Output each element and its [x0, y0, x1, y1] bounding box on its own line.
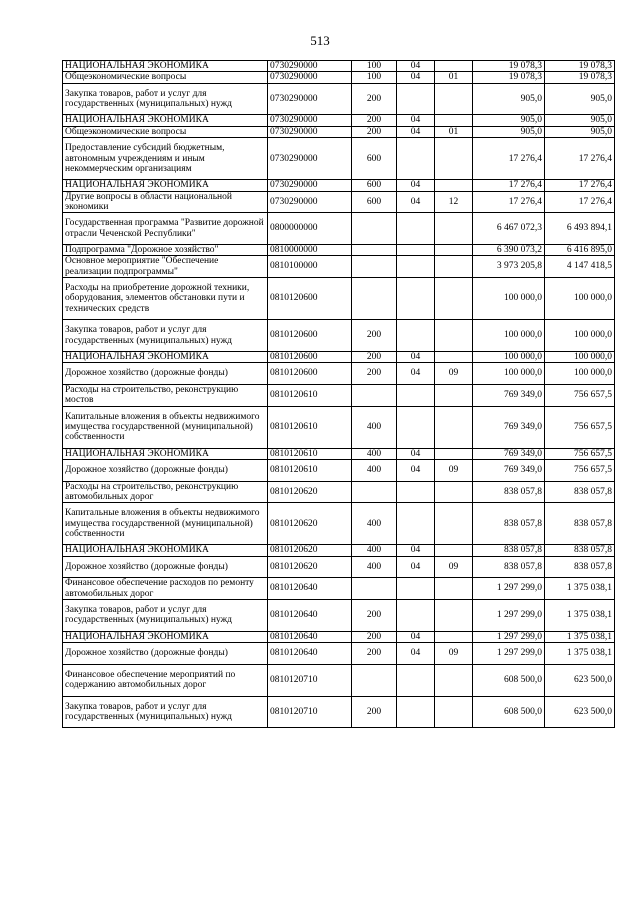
row-amount-year1: 6 467 072,3 — [473, 213, 545, 245]
row-amount-year1: 100 000,0 — [473, 320, 545, 352]
row-section: 04 — [397, 363, 435, 385]
row-expense-type: 400 — [352, 406, 397, 448]
row-subsection — [435, 138, 473, 180]
table-row — [63, 72, 615, 83]
row-target-code: 0810120710 — [268, 696, 352, 728]
row-amount-year1: 17 276,4 — [473, 180, 545, 191]
row-name: Основное мероприятие "Обеспечение реализации подпрограммы" — [63, 256, 268, 278]
row-name: Дорожное хозяйство (дорожные фонды) — [63, 459, 268, 481]
row-name: Дорожное хозяйство (дорожные фонды) — [63, 556, 268, 578]
row-target-code: 0810000000 — [268, 245, 352, 256]
row-section: 04 — [397, 352, 435, 363]
table-row — [63, 245, 615, 256]
table-row — [63, 83, 615, 115]
row-amount-year1: 1 297 299,0 — [473, 599, 545, 631]
row-amount-year2: 1 375 038,1 — [545, 631, 615, 642]
row-subsection — [435, 481, 473, 503]
row-amount-year2: 100 000,0 — [545, 320, 615, 352]
row-subsection — [435, 61, 473, 72]
row-target-code: 0730290000 — [268, 138, 352, 180]
row-subsection — [435, 631, 473, 642]
row-name: Капитальные вложения в объекты недвижимого имущества государственной (муниципальной) собственности — [63, 406, 268, 448]
row-amount-year1: 19 078,3 — [473, 61, 545, 72]
row-amount-year2: 100 000,0 — [545, 277, 615, 319]
row-expense-type — [352, 256, 397, 278]
row-expense-type: 200 — [352, 83, 397, 115]
row-target-code: 0810100000 — [268, 256, 352, 278]
row-target-code: 0730290000 — [268, 83, 352, 115]
table-row — [63, 545, 615, 556]
row-target-code: 0810120610 — [268, 459, 352, 481]
row-expense-type: 200 — [352, 643, 397, 665]
row-amount-year1: 100 000,0 — [473, 363, 545, 385]
row-subsection — [435, 180, 473, 191]
row-expense-type: 400 — [352, 556, 397, 578]
row-section — [397, 256, 435, 278]
row-amount-year1: 838 057,8 — [473, 481, 545, 503]
row-expense-type — [352, 664, 397, 696]
row-amount-year2: 756 657,5 — [545, 384, 615, 406]
row-amount-year1: 608 500,0 — [473, 664, 545, 696]
row-amount-year1: 1 297 299,0 — [473, 643, 545, 665]
table-row — [63, 578, 615, 600]
row-expense-type: 200 — [352, 631, 397, 642]
row-expense-type: 200 — [352, 696, 397, 728]
row-amount-year2: 1 375 038,1 — [545, 643, 615, 665]
row-subsection — [435, 406, 473, 448]
row-name: Подпрограмма "Дорожное хозяйство" — [63, 245, 268, 256]
row-expense-type: 400 — [352, 503, 397, 545]
row-name: Общеэкономические вопросы — [63, 72, 268, 83]
row-target-code: 0810120600 — [268, 277, 352, 319]
row-expense-type: 400 — [352, 448, 397, 459]
row-subsection — [435, 384, 473, 406]
row-expense-type — [352, 213, 397, 245]
row-amount-year2: 17 276,4 — [545, 180, 615, 191]
row-amount-year1: 3 973 205,8 — [473, 256, 545, 278]
row-expense-type: 600 — [352, 138, 397, 180]
row-section — [397, 406, 435, 448]
table-row — [63, 599, 615, 631]
row-target-code: 0810120620 — [268, 503, 352, 545]
row-subsection — [435, 256, 473, 278]
row-amount-year2: 19 078,3 — [545, 61, 615, 72]
row-section: 04 — [397, 448, 435, 459]
row-section — [397, 213, 435, 245]
row-subsection — [435, 696, 473, 728]
table-row — [63, 363, 615, 385]
row-subsection — [435, 503, 473, 545]
row-amount-year1: 905,0 — [473, 126, 545, 137]
table-row — [63, 631, 615, 642]
row-target-code: 0810120600 — [268, 352, 352, 363]
row-name: НАЦИОНАЛЬНАЯ ЭКОНОМИКА — [63, 61, 268, 72]
table-row — [63, 556, 615, 578]
row-amount-year2: 17 276,4 — [545, 138, 615, 180]
row-name: Закупка товаров, работ и услуг для государственных (муниципальных) нужд — [63, 83, 268, 115]
row-amount-year2: 17 276,4 — [545, 191, 615, 213]
row-subsection: 09 — [435, 459, 473, 481]
row-section: 04 — [397, 643, 435, 665]
row-target-code: 0810120640 — [268, 578, 352, 600]
row-subsection — [435, 277, 473, 319]
row-subsection — [435, 115, 473, 126]
row-target-code: 0730290000 — [268, 115, 352, 126]
row-expense-type: 200 — [352, 115, 397, 126]
row-section — [397, 138, 435, 180]
row-expense-type — [352, 384, 397, 406]
row-subsection — [435, 599, 473, 631]
table-row — [63, 138, 615, 180]
row-amount-year1: 1 297 299,0 — [473, 578, 545, 600]
row-amount-year1: 838 057,8 — [473, 545, 545, 556]
table-row — [63, 384, 615, 406]
row-section: 04 — [397, 61, 435, 72]
row-amount-year1: 905,0 — [473, 83, 545, 115]
row-subsection — [435, 320, 473, 352]
row-amount-year2: 838 057,8 — [545, 503, 615, 545]
row-expense-type: 200 — [352, 363, 397, 385]
table-row — [63, 256, 615, 278]
row-amount-year1: 17 276,4 — [473, 191, 545, 213]
page-number: 513 — [310, 33, 330, 48]
row-name: Дорожное хозяйство (дорожные фонды) — [63, 363, 268, 385]
row-section: 04 — [397, 126, 435, 137]
row-amount-year2: 6 416 895,0 — [545, 245, 615, 256]
row-section: 04 — [397, 191, 435, 213]
row-subsection — [435, 352, 473, 363]
row-amount-year2: 838 057,8 — [545, 545, 615, 556]
table-row — [63, 180, 615, 191]
row-subsection — [435, 213, 473, 245]
row-subsection — [435, 83, 473, 115]
row-section — [397, 245, 435, 256]
row-section — [397, 320, 435, 352]
row-expense-type: 400 — [352, 459, 397, 481]
table-row — [63, 696, 615, 728]
row-name: Общеэкономические вопросы — [63, 126, 268, 137]
row-target-code: 0810120600 — [268, 320, 352, 352]
table-row — [63, 320, 615, 352]
table-row — [63, 115, 615, 126]
row-section — [397, 578, 435, 600]
row-amount-year1: 19 078,3 — [473, 72, 545, 83]
row-subsection — [435, 578, 473, 600]
table-row — [63, 126, 615, 137]
row-amount-year1: 17 276,4 — [473, 138, 545, 180]
row-target-code: 0730290000 — [268, 61, 352, 72]
row-expense-type: 100 — [352, 72, 397, 83]
table-row — [63, 61, 615, 72]
row-amount-year1: 6 390 073,2 — [473, 245, 545, 256]
table-row — [63, 213, 615, 245]
row-name: НАЦИОНАЛЬНАЯ ЭКОНОМИКА — [63, 448, 268, 459]
row-amount-year1: 838 057,8 — [473, 556, 545, 578]
row-amount-year1: 905,0 — [473, 115, 545, 126]
row-name: НАЦИОНАЛЬНАЯ ЭКОНОМИКА — [63, 631, 268, 642]
row-subsection — [435, 448, 473, 459]
row-section — [397, 599, 435, 631]
row-name: НАЦИОНАЛЬНАЯ ЭКОНОМИКА — [63, 545, 268, 556]
row-amount-year2: 1 375 038,1 — [545, 578, 615, 600]
row-amount-year2: 19 078,3 — [545, 72, 615, 83]
row-amount-year2: 756 657,5 — [545, 459, 615, 481]
row-amount-year2: 838 057,8 — [545, 556, 615, 578]
row-section: 04 — [397, 556, 435, 578]
row-amount-year1: 100 000,0 — [473, 352, 545, 363]
row-target-code: 0800000000 — [268, 213, 352, 245]
row-target-code: 0810120640 — [268, 631, 352, 642]
table-row — [63, 503, 615, 545]
row-amount-year1: 1 297 299,0 — [473, 631, 545, 642]
row-name: Расходы на приобретение дорожной техники, оборудования, элементов обстановки пути и технических средств — [63, 277, 268, 319]
row-section — [397, 664, 435, 696]
row-section: 04 — [397, 180, 435, 191]
row-amount-year2: 905,0 — [545, 115, 615, 126]
table-row — [63, 481, 615, 503]
row-name: НАЦИОНАЛЬНАЯ ЭКОНОМИКА — [63, 180, 268, 191]
row-amount-year2: 756 657,5 — [545, 406, 615, 448]
row-amount-year2: 838 057,8 — [545, 481, 615, 503]
row-subsection — [435, 545, 473, 556]
row-amount-year2: 4 147 418,5 — [545, 256, 615, 278]
row-section — [397, 503, 435, 545]
row-amount-year1: 769 349,0 — [473, 406, 545, 448]
row-amount-year2: 905,0 — [545, 83, 615, 115]
row-expense-type: 200 — [352, 352, 397, 363]
row-name: Капитальные вложения в объекты недвижимого имущества государственной (муниципальной) собственности — [63, 503, 268, 545]
row-target-code: 0810120600 — [268, 363, 352, 385]
row-target-code: 0810120620 — [268, 545, 352, 556]
row-name: НАЦИОНАЛЬНАЯ ЭКОНОМИКА — [63, 115, 268, 126]
row-subsection: 12 — [435, 191, 473, 213]
row-expense-type — [352, 245, 397, 256]
row-expense-type: 200 — [352, 320, 397, 352]
budget-table — [62, 60, 615, 728]
row-target-code: 0810120610 — [268, 448, 352, 459]
row-section: 04 — [397, 115, 435, 126]
row-amount-year1: 769 349,0 — [473, 448, 545, 459]
row-target-code: 0810120610 — [268, 406, 352, 448]
row-target-code: 0810120610 — [268, 384, 352, 406]
row-name: НАЦИОНАЛЬНАЯ ЭКОНОМИКА — [63, 352, 268, 363]
row-subsection: 09 — [435, 556, 473, 578]
row-expense-type — [352, 277, 397, 319]
row-amount-year1: 608 500,0 — [473, 696, 545, 728]
row-amount-year2: 623 500,0 — [545, 664, 615, 696]
row-subsection — [435, 664, 473, 696]
row-name: Закупка товаров, работ и услуг для государственных (муниципальных) нужд — [63, 320, 268, 352]
row-section: 04 — [397, 459, 435, 481]
row-amount-year2: 100 000,0 — [545, 363, 615, 385]
row-expense-type — [352, 578, 397, 600]
row-amount-year2: 905,0 — [545, 126, 615, 137]
row-name: Государственная программа "Развитие дорожной отрасли Чеченской Республики" — [63, 213, 268, 245]
row-amount-year1: 838 057,8 — [473, 503, 545, 545]
row-name: Предоставление субсидий бюджетным, автономным учреждениям и иным некоммерческим организациям — [63, 138, 268, 180]
table-body — [63, 61, 615, 728]
row-target-code: 0730290000 — [268, 72, 352, 83]
row-name: Расходы на строительство, реконструкцию автомобильных дорог — [63, 481, 268, 503]
row-expense-type: 400 — [352, 545, 397, 556]
row-subsection: 01 — [435, 72, 473, 83]
row-expense-type — [352, 481, 397, 503]
row-target-code: 0810120710 — [268, 664, 352, 696]
row-name: Закупка товаров, работ и услуг для государственных (муниципальных) нужд — [63, 696, 268, 728]
row-amount-year1: 769 349,0 — [473, 384, 545, 406]
row-name: Финансовое обеспечение расходов по ремонту автомобильных дорог — [63, 578, 268, 600]
row-target-code: 0810120640 — [268, 599, 352, 631]
table-row — [63, 459, 615, 481]
row-section: 04 — [397, 631, 435, 642]
row-expense-type: 600 — [352, 191, 397, 213]
row-subsection: 09 — [435, 643, 473, 665]
row-section — [397, 83, 435, 115]
row-section — [397, 384, 435, 406]
table-row — [63, 664, 615, 696]
table-row — [63, 277, 615, 319]
row-section — [397, 277, 435, 319]
row-name: Закупка товаров, работ и услуг для государственных (муниципальных) нужд — [63, 599, 268, 631]
row-target-code: 0810120620 — [268, 481, 352, 503]
row-amount-year2: 1 375 038,1 — [545, 599, 615, 631]
row-amount-year2: 623 500,0 — [545, 696, 615, 728]
row-target-code: 0730290000 — [268, 180, 352, 191]
table-row — [63, 643, 615, 665]
row-expense-type: 200 — [352, 126, 397, 137]
row-section: 04 — [397, 545, 435, 556]
row-target-code: 0810120640 — [268, 643, 352, 665]
row-section — [397, 481, 435, 503]
row-amount-year1: 769 349,0 — [473, 459, 545, 481]
row-expense-type: 200 — [352, 599, 397, 631]
row-amount-year2: 100 000,0 — [545, 352, 615, 363]
table-row — [63, 448, 615, 459]
row-section — [397, 696, 435, 728]
row-section: 04 — [397, 72, 435, 83]
row-subsection: 09 — [435, 363, 473, 385]
row-expense-type: 600 — [352, 180, 397, 191]
row-expense-type: 100 — [352, 61, 397, 72]
row-amount-year2: 6 493 894,1 — [545, 213, 615, 245]
table-row — [63, 191, 615, 213]
row-name: Расходы на строительство, реконструкцию мостов — [63, 384, 268, 406]
row-subsection: 01 — [435, 126, 473, 137]
table-row — [63, 352, 615, 363]
row-name: Дорожное хозяйство (дорожные фонды) — [63, 643, 268, 665]
row-name: Финансовое обеспечение мероприятий по содержанию автомобильных дорог — [63, 664, 268, 696]
row-target-code: 0810120620 — [268, 556, 352, 578]
row-amount-year1: 100 000,0 — [473, 277, 545, 319]
row-amount-year2: 756 657,5 — [545, 448, 615, 459]
row-subsection — [435, 245, 473, 256]
row-name: Другие вопросы в области национальной экономики — [63, 191, 268, 213]
row-target-code: 0730290000 — [268, 191, 352, 213]
table-row — [63, 406, 615, 448]
row-target-code: 0730290000 — [268, 126, 352, 137]
